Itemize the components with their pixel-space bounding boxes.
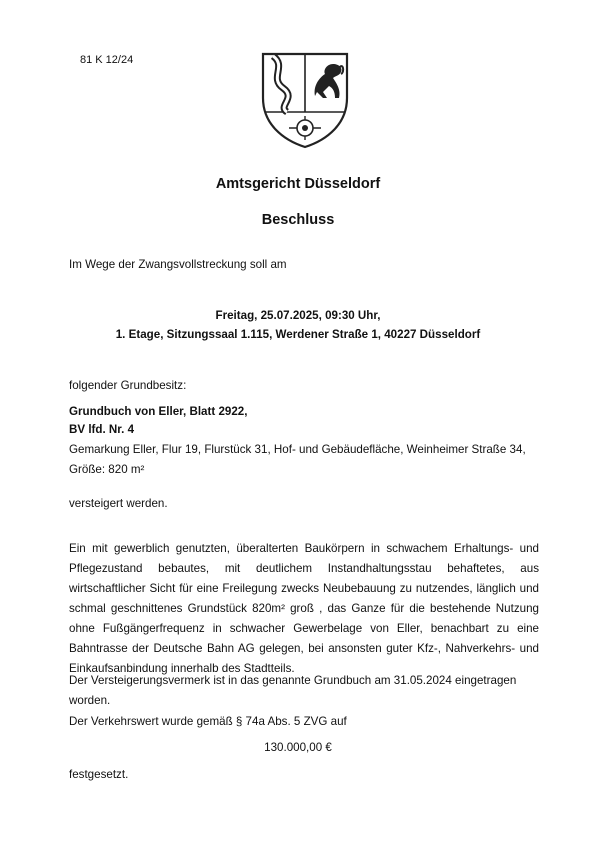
- property-description: Gemarkung Eller, Flur 19, Flurstück 31, Hof- und Gebäudefläche, Weinheimer Straße 34, Größe: 820 m²: [69, 443, 526, 476]
- land-register: Grundbuch von Eller, Blatt 2922,: [69, 405, 248, 418]
- property-label: folgender Grundbesitz:: [69, 379, 187, 392]
- intro-text: Im Wege der Zwangsvollstreckung soll am: [69, 258, 287, 271]
- fixed-statement: festgesetzt.: [69, 768, 129, 781]
- registration-note: Der Versteigerungsvermerk ist in das genannte Grundbuch am 31.05.2024 eingetragen worden.: [69, 674, 517, 707]
- market-value-intro: Der Verkehrswert wurde gemäß § 74a Abs. 5 ZVG auf: [69, 715, 347, 728]
- case-number: 81 K 12/24: [80, 54, 134, 66]
- document-title: Beschluss: [261, 212, 335, 228]
- market-value-amount: 130.000,00 €: [264, 741, 332, 754]
- auction-date: Freitag, 25.07.2025, 09:30 Uhr,: [215, 309, 381, 322]
- inventory-number: BV lfd. Nr. 4: [69, 423, 135, 436]
- auction-location: 1. Etage, Sitzungssaal 1.115, Werdener Straße 1, 40227 Düsseldorf: [115, 328, 481, 341]
- coat-of-arms-icon: [257, 46, 353, 150]
- court-name: Amtsgericht Düsseldorf: [215, 176, 381, 192]
- property-details-paragraph: Ein mit gewerblich genutzten, überalterten Baukörpern in schwachem Erhaltungs- und Pflegezustand bebautes, mit deutlichem Instandhaltungsstau behaftetes, aus wirtschaftlicher Sicht für eine Freilegung zwecks Neubebauung zu nutzendes, länglich und schmal geschnittenes Grundstück 820m² groß , das Ganze für die bestehende Nutzung ohne Fußgängerfrequenz in schwacher Gewerbelage von Eller, benachbart zu eine Bahntrasse der Deutsche Bahn AG gelegen, bei ansonsten guter Kfz-, Nahverkehrs- und Einkaufsanbindung innerhalb des Stadtteils.: [69, 542, 539, 675]
- auction-statement: versteigert werden.: [69, 497, 168, 510]
